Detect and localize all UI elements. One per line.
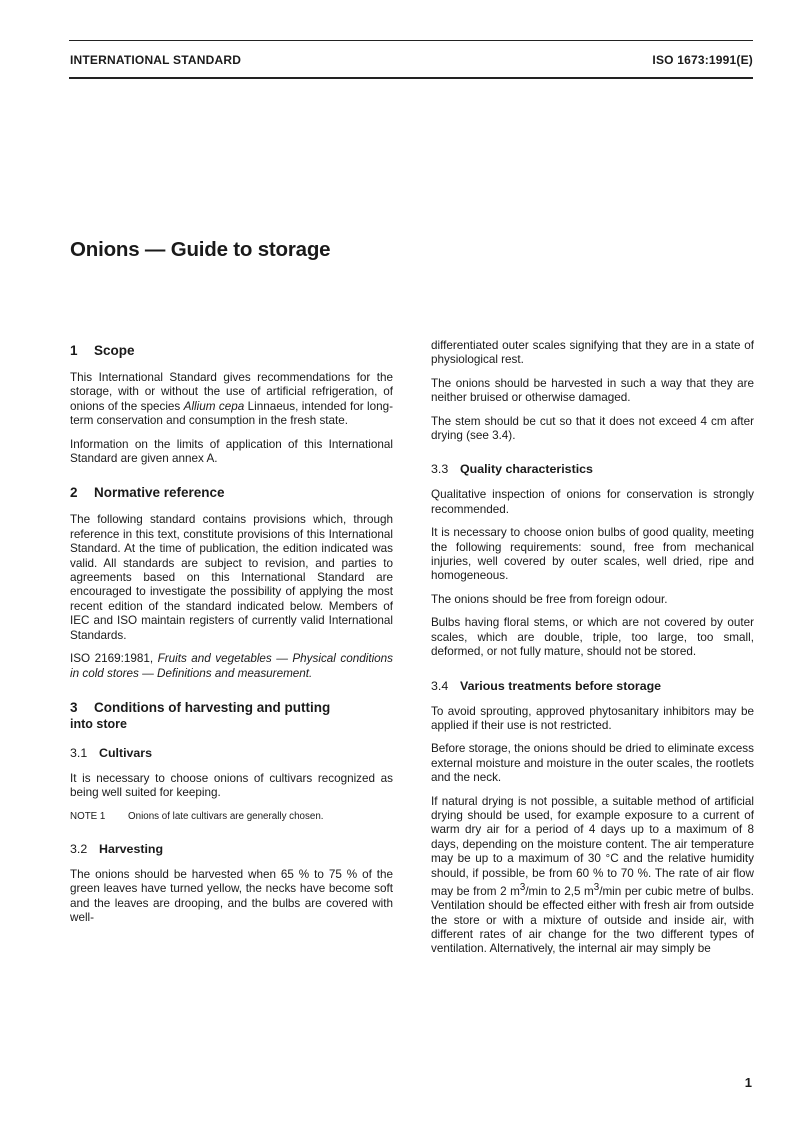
superscript: 3 (519, 881, 526, 893)
text-run: /min per cubic metre of bulbs. Ventilation should be effected either with fresh air from outside the store or with a mixture of outside and inside air, with different rates of air change for the two different types of ventilation. Alternatively, the internal air may simply be (431, 884, 754, 956)
quality-paragraph-3: The onions should be free from foreign odour. (431, 592, 668, 606)
treatments-paragraph-3 (431, 795, 754, 957)
scope-paragraph-1 (70, 371, 393, 429)
subsection-title: Various treatments before storage (460, 678, 662, 693)
right-column (431, 338, 754, 966)
section-title: Conditions of harvesting and putting (94, 699, 331, 715)
section-title: Normative reference (94, 485, 225, 501)
page-title: Onions — Guide to storage (70, 238, 331, 261)
treatments-paragraph-2: Before storage, the onions should be dried to eliminate excess external moisture and moisture in the outer scales, the rootlets and the neck. (431, 742, 754, 785)
superscript: 3 (593, 881, 600, 893)
species-name: Allium cepa (183, 399, 245, 413)
harvesting-paragraph-3: The stem should be cut so that it does not exceed 4 cm after drying (see 3.4). (431, 414, 754, 443)
subsection-number: 3.1 (70, 745, 88, 760)
section-heading-conditions (70, 699, 393, 733)
note-label: NOTE 1 (70, 810, 106, 822)
section-number: 2 (70, 485, 78, 501)
note-1 (70, 810, 393, 823)
page-number: 1 (744, 1075, 752, 1090)
harvesting-paragraph-2: The onions should be harvested in such a way that they are neither bruised or otherwise damaged. (431, 376, 754, 405)
normative-reference-entry (70, 652, 393, 681)
text-run: If natural drying is not possible, a suitable method of artificial drying should be used, for example exposure to a current of warm dry air for a period of 4 days up to a maximum of 8 days, depending on the moisture content. The air temperature may be up to a maximum of 30 °C and the relative humidity should, if possible, be from 60 % to 70 %. The rate of air flow may be from 2 m (431, 794, 754, 898)
harvesting-paragraph-1: The onions should be harvested when 65 % to 75 % of the green leaves have turned yellow, the necks have become soft and the leaves are drooping, and the bulbs are covered with well- (70, 867, 393, 924)
normative-paragraph-1: The following standard contains provisions which, through reference in this text, constitute provisions of this International Standard. At the time of publication, the edition indicated was valid. All standards are subject to revision, and parties to agreements based on this International Standard are encouraged to investigate the possibility of applying the most recent edition of the standard indicated below. Members of IEC and ISO maintain registers of currently valid International Standards. (70, 513, 393, 642)
scope-paragraph-2: Information on the limits of application of this International Standard are given annex A. (70, 437, 393, 466)
reference-code: ISO 2169:1981, (70, 652, 158, 666)
treatments-paragraph-1: To avoid sprouting, approved phytosanitary inhibitors may be applied if their use is not restricted. (431, 704, 754, 732)
section-title: Scope (94, 343, 135, 358)
header-standard-label: INTERNATIONAL STANDARD (70, 53, 242, 67)
note-text: Onions of late cultivars are generally chosen. (128, 810, 324, 822)
subsection-number: 3.3 (431, 462, 449, 477)
subsection-title: Quality characteristics (460, 462, 593, 477)
header-document-number: ISO 1673:1991(E) (652, 53, 753, 67)
reference-title: Fruits and vegetables — Physical conditions in cold stores — Definitions and measurement. (70, 652, 394, 680)
subsection-heading-treatments (431, 678, 754, 694)
header-rule-bottom (69, 77, 753, 79)
text-run: This International Standard gives recommendations for the storage, with or without the use of artificial refrigeration, of onions of the species (70, 371, 393, 413)
left-column (70, 338, 393, 934)
quality-paragraph-1: Qualitative inspection of onions for conservation is strongly recommended. (431, 488, 754, 516)
subsection-heading-harvesting (70, 841, 393, 857)
subsection-heading-cultivars (70, 745, 393, 761)
header-rule-top (69, 40, 753, 41)
subsection-number: 3.4 (431, 678, 449, 693)
subsection-title: Harvesting (99, 841, 164, 856)
section-heading-scope (70, 342, 393, 359)
text-run: Linnaeus, intended for long-term conservation and consumption in the fresh state. (70, 399, 393, 428)
text-run: /min to 2,5 m (525, 884, 594, 898)
quality-paragraph-4: Bulbs having floral stems, or which are not covered by outer scales, which are double, triple, too large, too small, deformed, or not fully mature, should not be stored. (431, 616, 754, 659)
section-heading-normative-reference (70, 484, 393, 501)
subsection-number: 3.2 (70, 841, 88, 856)
subsection-title: Cultivars (99, 745, 153, 760)
section-number: 3 (70, 699, 78, 715)
section-number: 1 (70, 343, 78, 358)
harvesting-paragraph-1-continued: differentiated outer scales signifying that they are in a state of physiological rest. (431, 339, 754, 367)
section-title-line-2: into store (70, 716, 127, 731)
cultivars-paragraph-1: It is necessary to choose onions of cultivars recognized as being well suited for keeping. (70, 771, 393, 800)
quality-paragraph-2: It is necessary to choose onion bulbs of good quality, meeting the following requirements: sound, free from mechanical injuries, well covered by outer scales, well dried, ripe and homogeneous. (431, 526, 754, 583)
subsection-heading-quality-characteristics (431, 461, 754, 477)
